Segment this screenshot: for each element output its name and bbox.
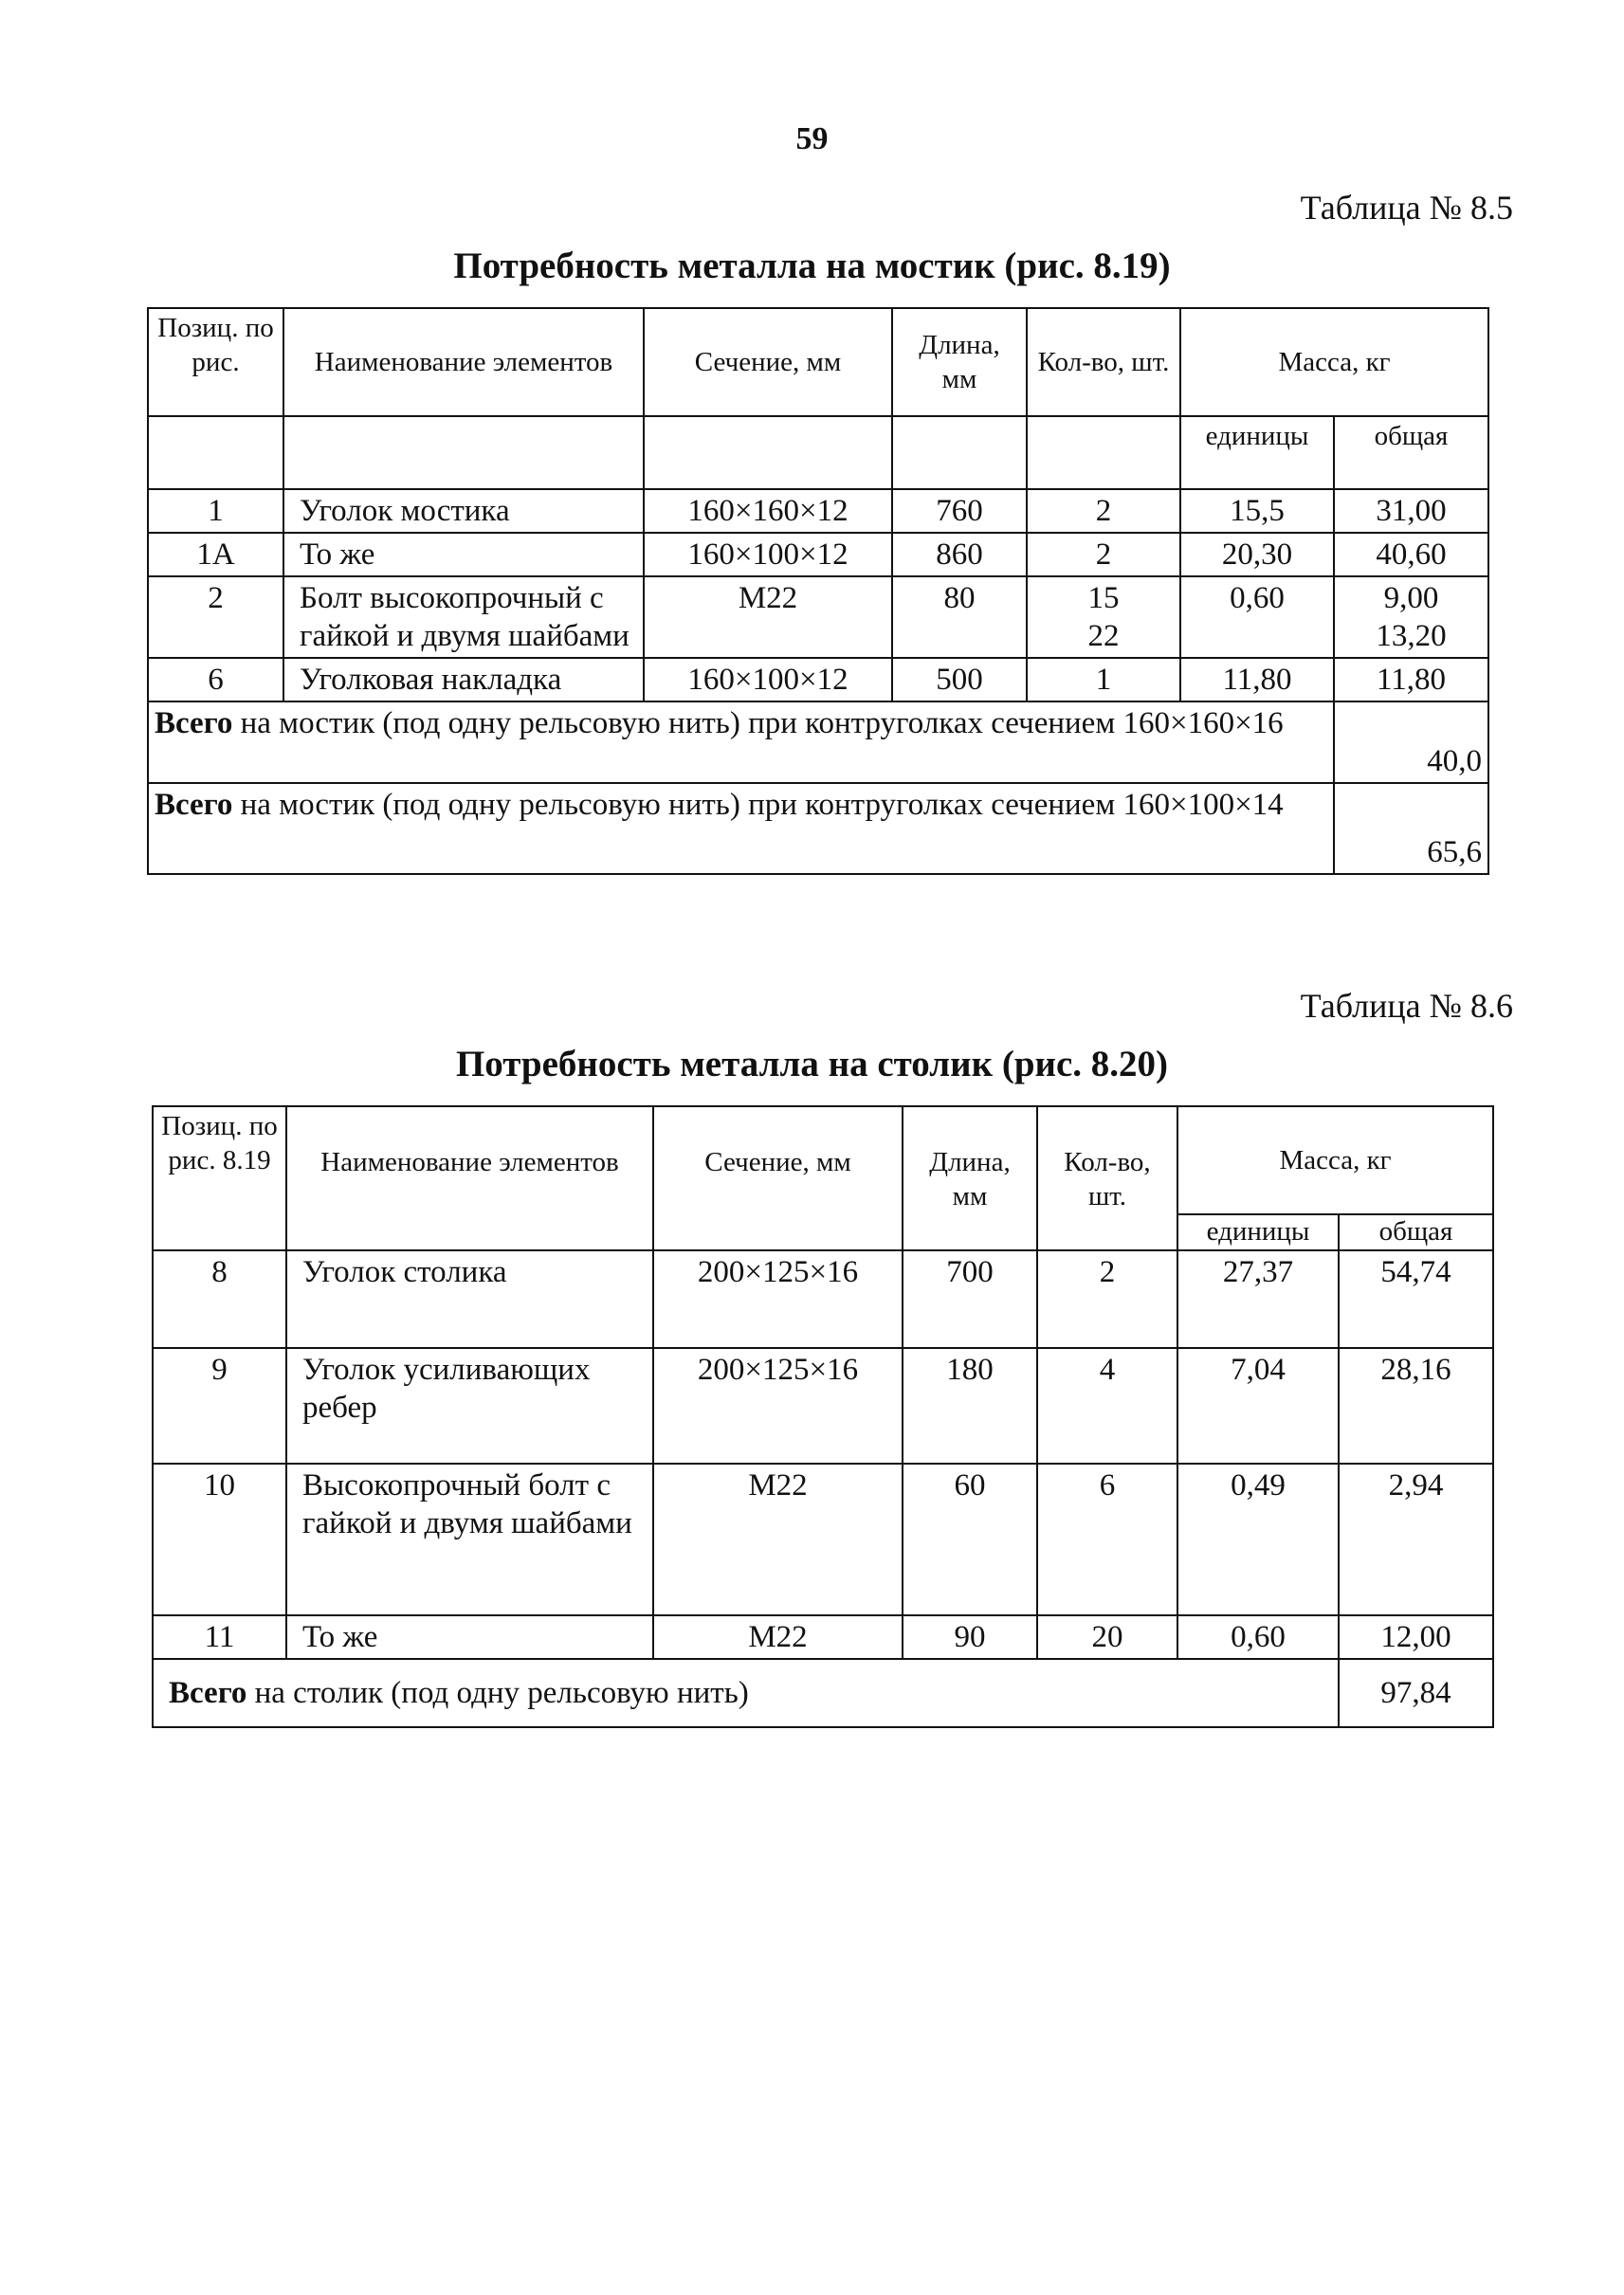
total-value: 97,84 xyxy=(1339,1659,1493,1727)
cell-mass-total: 2,94 xyxy=(1339,1464,1493,1615)
cell-length: 760 xyxy=(892,489,1027,533)
cell-total-line-2: 13,20 xyxy=(1376,619,1447,653)
cell-mass-unit: 0,60 xyxy=(1180,576,1334,658)
header-mass-unit: единицы xyxy=(1177,1214,1339,1250)
cell-length: 500 xyxy=(892,658,1027,701)
cell-mass-unit: 0,60 xyxy=(1177,1615,1339,1659)
cell-length: 80 xyxy=(892,576,1027,658)
total-label: Всего на столик (под одну рельсовую нить) xyxy=(153,1659,1339,1727)
table-8-6 xyxy=(152,1105,1494,1728)
table-row xyxy=(153,1464,1493,1615)
header-length: Длина, мм xyxy=(903,1106,1037,1250)
table-caption-8-6: Таблица № 8.6 xyxy=(1300,987,1513,1025)
header-name: Наименование элементов xyxy=(283,308,644,416)
table-title-8-6: Потребность металла на столик (рис. 8.20) xyxy=(455,1044,1169,1084)
table-title-8-5: Потребность металла на мостик (рис. 8.19) xyxy=(453,246,1171,286)
cell-pos: 2 xyxy=(148,576,283,658)
cell-mass-total: 31,00 xyxy=(1334,489,1488,533)
cell-mass-unit: 7,04 xyxy=(1177,1348,1339,1464)
cell-mass-unit: 20,30 xyxy=(1180,533,1334,576)
cell-section: 160×160×12 xyxy=(644,489,892,533)
cell-pos: 9 xyxy=(153,1348,286,1464)
cell-name: Уголок мостика xyxy=(283,489,644,533)
cell-pos: 1 xyxy=(148,489,283,533)
header-section: Сечение, мм xyxy=(653,1106,903,1250)
cell-mass-unit: 15,5 xyxy=(1180,489,1334,533)
total-value: 65,6 xyxy=(1334,783,1488,874)
cell-section: 160×100×12 xyxy=(644,533,892,576)
cell-mass-unit: 0,49 xyxy=(1177,1464,1339,1615)
cell-section: М22 xyxy=(653,1615,903,1659)
cell-mass-total: 28,16 xyxy=(1339,1348,1493,1464)
cell-total-line-1: 9,00 xyxy=(1383,581,1439,615)
cell-name: Высокопрочный болт с гайкой и двумя шайбами xyxy=(286,1464,653,1615)
cell-section: М22 xyxy=(653,1464,903,1615)
cell-pos: 6 xyxy=(148,658,283,701)
table-row xyxy=(148,576,1488,658)
header-name: Наименование элементов xyxy=(286,1106,653,1250)
cell-section: М22 xyxy=(644,576,892,658)
cell-qty: 2 xyxy=(1037,1250,1177,1348)
cell-section: 160×100×12 xyxy=(644,658,892,701)
total-label: Всего на мостик (под одну рельсовую нить) при контруголках сечением 160×100×14 xyxy=(148,783,1334,874)
cell-pos: 10 xyxy=(153,1464,286,1615)
cell-qty: 6 xyxy=(1037,1464,1177,1615)
header-mass: Масса, кг xyxy=(1180,308,1488,416)
cell-qty: 2 xyxy=(1027,489,1180,533)
table-row xyxy=(153,1348,1493,1464)
cell-name: Болт высокопрочный с гайкой и двумя шайбами xyxy=(283,576,644,658)
cell-qty xyxy=(1027,576,1180,658)
table-8-5 xyxy=(147,307,1489,875)
cell-qty: 1 xyxy=(1027,658,1180,701)
header-pos: Позиц. по рис. 8.19 xyxy=(153,1106,286,1250)
cell-length: 700 xyxy=(903,1250,1037,1348)
cell-mass-total: 40,60 xyxy=(1334,533,1488,576)
cell-length: 860 xyxy=(892,533,1027,576)
cell-mass-unit: 11,80 xyxy=(1180,658,1334,701)
cell-qty: 2 xyxy=(1027,533,1180,576)
header-mass-unit: единицы xyxy=(1180,416,1334,489)
cell-qty-line-2: 22 xyxy=(1087,619,1120,653)
header-qty: Кол-во, шт. xyxy=(1037,1106,1177,1250)
total-row xyxy=(148,783,1488,874)
cell-name: То же xyxy=(283,533,644,576)
total-value: 40,0 xyxy=(1334,701,1488,783)
cell-mass-total: 12,00 xyxy=(1339,1615,1493,1659)
cell-qty: 4 xyxy=(1037,1348,1177,1464)
table-row xyxy=(153,1615,1493,1659)
header-mass-total: общая xyxy=(1334,416,1488,489)
cell-name: Уголковая накладка xyxy=(283,658,644,701)
total-row xyxy=(153,1659,1493,1727)
header-length: Длина, мм xyxy=(892,308,1027,416)
total-row xyxy=(148,701,1488,783)
cell-section: 200×125×16 xyxy=(653,1250,903,1348)
cell-length: 90 xyxy=(903,1615,1037,1659)
cell-mass-total: 54,74 xyxy=(1339,1250,1493,1348)
cell-qty: 20 xyxy=(1037,1615,1177,1659)
cell-length: 60 xyxy=(903,1464,1037,1615)
header-mass-total: общая xyxy=(1339,1214,1493,1250)
header-mass: Масса, кг xyxy=(1177,1106,1493,1214)
table-caption-8-5: Таблица № 8.5 xyxy=(1300,189,1513,227)
header-section: Сечение, мм xyxy=(644,308,892,416)
cell-mass-total xyxy=(1334,576,1488,658)
table-row xyxy=(148,533,1488,576)
cell-pos: 11 xyxy=(153,1615,286,1659)
table-row xyxy=(148,658,1488,701)
cell-name: Уголок столика xyxy=(286,1250,653,1348)
header-qty: Кол-во, шт. xyxy=(1027,308,1180,416)
cell-name: Уголок усиливающих ребер xyxy=(286,1348,653,1464)
cell-length: 180 xyxy=(903,1348,1037,1464)
cell-mass-total: 11,80 xyxy=(1334,658,1488,701)
table-row xyxy=(148,489,1488,533)
header-pos: Позиц. по рис. xyxy=(148,308,283,416)
cell-qty-line-1: 15 xyxy=(1087,581,1120,615)
total-label: Всего на мостик (под одну рельсовую нить) при контруголках сечением 160×160×16 xyxy=(148,701,1334,783)
cell-pos: 1А xyxy=(148,533,283,576)
cell-name: То же xyxy=(286,1615,653,1659)
table-row xyxy=(153,1250,1493,1348)
cell-section: 200×125×16 xyxy=(653,1348,903,1464)
page-number: 59 xyxy=(795,121,829,156)
cell-pos: 8 xyxy=(153,1250,286,1348)
cell-mass-unit: 27,37 xyxy=(1177,1250,1339,1348)
